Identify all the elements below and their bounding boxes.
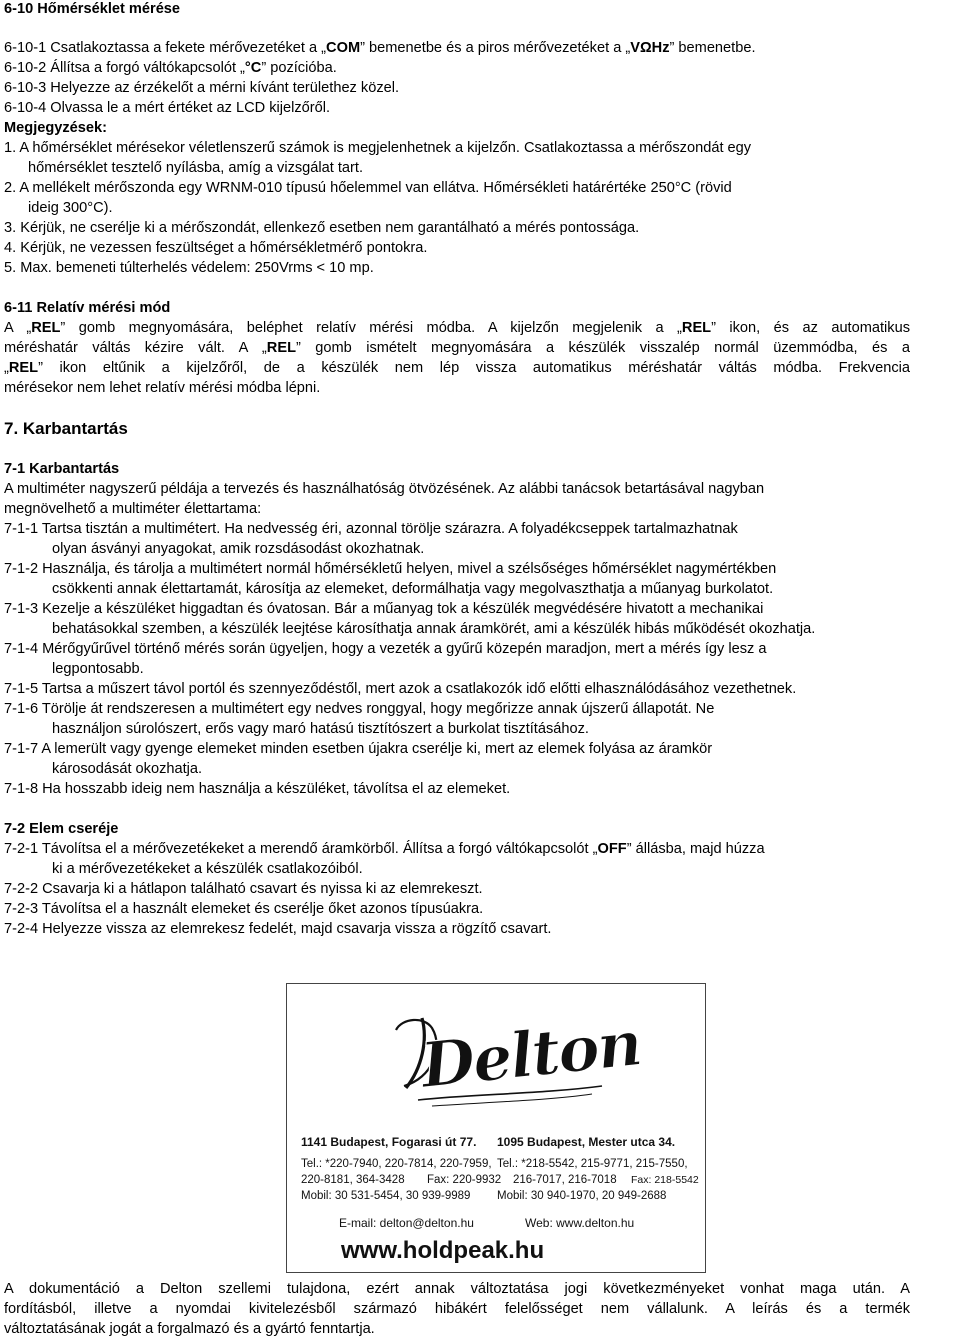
item-7-2-3: 7-2-3 Távolítsa el a használt elemeket és cserélje őket azonos típusúakra. [4, 901, 484, 917]
note-2: 2. A mellékelt mérőszonda egy WRNM-010 típusú hőelemmel van ellátva. Hőmérsékleti határértéke 250°C (rövid [4, 180, 732, 196]
note-4: 4. Kérjük, ne vezessen feszültséget a hőmérsékletmérő pontokra. [4, 240, 428, 256]
item-7-1-4: 7-1-4 Mérőgyűrűvel történő mérés során ügyeljen, hogy a vezeték a gyűrű közepén maradjon, mert a mérés így lesz a [4, 641, 767, 657]
left-mobile: Mobil: 30 531-5454, 30 939-9989 [301, 1190, 471, 1202]
maintenance-intro-cont: megnövelhető a multiméter élettartama: [4, 501, 262, 517]
footer-line-3: változtatásának jogát a forgalmazó és a gyártó fenntartja. [4, 1321, 375, 1337]
item-7-1-5: 7-1-5 Tartsa a műszert távol portól és szennyeződéstől, mert azok a csatlakozók idő előtti elhasználódásához vezethetnek. [4, 681, 797, 697]
note-2-cont: ideig 300°C). [28, 200, 113, 216]
item-7-1-3-cont: behatásokkal szemben, a készülék leejtése károsíthatja annak áramkörét, ami a készülék hibás működését okozhatja. [52, 621, 816, 637]
item-7-1-8: 7-1-8 Ha hosszabb ideig nem használja a készüléket, távolítsa el az elemeket. [4, 781, 511, 797]
chapter-title-7: 7. Karbantartás [4, 419, 128, 438]
left-tel-2: 220-8181, 364-3428 [301, 1174, 405, 1186]
section-title-6-10: 6-10 Hőmérséklet mérése [4, 1, 181, 17]
note-5: 5. Max. bemeneti túlterhelés védelem: 250Vrms < 10 mp. [4, 260, 374, 276]
note-1-cont: hőmérséklet tesztelő nyílásba, amíg a vizsgálat tart. [28, 160, 364, 176]
item-7-1-3: 7-1-3 Kezelje a készüléket higgadtan és óvatosan. Bár a műanyag tok a készülék megvédésére hivatott a mechanikai [4, 601, 764, 617]
right-fax: Fax: 218-5542 [631, 1174, 699, 1186]
footer-line-1: A dokumentáció a Delton szellemi tulajdona, ezért annak változtatása jogi következményeket vonhat maga után. A [4, 1281, 910, 1297]
notes-title: Megjegyzések: [4, 120, 108, 136]
item-7-1-1: 7-1-1 Tartsa tisztán a multimétert. Ha nedvesség éri, azonnal törölje szárazra. A folyadékcseppek tartalmazhatnak [4, 521, 738, 537]
left-fax: Fax: 220-9932 [427, 1174, 502, 1186]
item-7-1-1-cont: olyan ásványi anyagokat, amik rozsdásodást okozhatnak. [52, 541, 425, 557]
brand-wordmark: Delton [417, 1006, 644, 1103]
delton-logo [396, 1007, 644, 1106]
right-address: 1095 Budapest, Mester utca 34. [497, 1135, 676, 1149]
holdpeak-url: www.holdpeak.hu [341, 1237, 545, 1264]
item-7-2-4: 7-2-4 Helyezze vissza az elemrekesz fedelét, majd csavarja vissza a rögzítő csavart. [4, 921, 552, 937]
contact-web: Web: www.delton.hu [525, 1216, 635, 1230]
section-title-7-1: 7-1 Karbantartás [4, 461, 120, 477]
note-3: 3. Kérjük, ne cserélje ki a mérőszondát, ellenkező esetben nem garantálható a mérés pontossága. [4, 220, 640, 236]
rel-paragraph-line-1: A „REL” gomb megnyomására, beléphet relatív mérési módba. A kijelzőn megjelenik a „REL” ikon, és az automatikus [4, 320, 911, 336]
item-7-1-2-cont: csökkenti annak élettartamát, károsítja az elemeket, deformálhatja vagy megolvaszthatja a műanyag burkolatot. [52, 581, 774, 597]
delton-logo-graphic [287, 984, 705, 1272]
section-title-6-11: 6-11 Relatív mérési mód [4, 300, 171, 316]
rel-paragraph-line-2: méréshatár váltás kézire vált. A „REL” gomb ismételt megnyomására a készülék visszalép normál üzemmódba, és a [4, 340, 910, 356]
item-7-2-1-cont: ki a mérővezetékeket a készülék csatlakozóiból. [52, 861, 363, 877]
rel-paragraph-line-4: mérésekor nem lehet relatív mérési módba lépni. [4, 380, 321, 396]
footer-line-2: fordításból, illetve a nyomdai kivitelezésből származó hibákért felelősséget nem vállalunk. A leírás és a termék [4, 1301, 910, 1317]
note-1: 1. A hőmérséklet mérésekor véletlenszerű számok is megjelenhetnek a kijelzőn. Csatlakoztassa a mérőszondát egy [4, 140, 752, 156]
right-mobile: Mobil: 30 940-1970, 20 949-2688 [497, 1190, 667, 1202]
item-7-1-6-cont: használjon súrolószert, erős vagy maró hatású tisztítószert a burkolat tisztításához. [52, 721, 589, 737]
item-7-1-6: 7-1-6 Törölje át rendszeresen a multimétert egy nedves ronggyal, hogy megőrizze annak újszerű állapotát. Ne [4, 701, 715, 717]
step-6-10-3: 6-10-3 Helyezze az érzékelőt a mérni kívánt területhez közel. [4, 80, 400, 96]
maintenance-intro: A multiméter nagyszerű példája a tervezés és használhatóság ötvözésének. Az alábbi tanácsok betartásával nagyban [4, 481, 765, 497]
item-7-1-2: 7-1-2 Használja, és tárolja a multimétert normál hőmérsékletű helyen, mivel a szélsőséges hőmérséklet nagymértékben [4, 561, 777, 577]
section-title-7-2: 7-2 Elem cseréje [4, 821, 119, 837]
right-tel: Tel.: *218-5542, 215-9771, 215-7550, [497, 1158, 688, 1170]
right-tel-2: 216-7017, 216-7018 [513, 1174, 617, 1186]
item-7-1-4-cont: legpontosabb. [52, 661, 144, 677]
item-7-2-2: 7-2-2 Csavarja ki a hátlapon található csavart és nyissa ki az elemrekeszt. [4, 881, 483, 897]
step-6-10-2: 6-10-2 Állítsa a forgó váltókapcsolót „°C” pozícióba. [4, 60, 337, 76]
step-6-10-4: 6-10-4 Olvassa le a mért értéket az LCD kijelzőről. [4, 100, 331, 116]
rel-paragraph-line-3: „REL” ikon eltűnik a kijelzőről, de a készülék nem lép vissza automatikus méréshatár váltás módba. Frekvencia [4, 360, 910, 376]
step-6-10-1: 6-10-1 Csatlakoztassa a fekete mérővezetéket a „COM” bemenetbe és a piros mérővezetéket a „VΩHz” bemenetbe. [4, 40, 756, 56]
contact-email: E-mail: delton@delton.hu [339, 1216, 474, 1230]
item-7-1-7-cont: károsodását okozhatja. [52, 761, 203, 777]
left-address: 1141 Budapest, Fogarasi út 77. [301, 1135, 477, 1149]
item-7-1-7: 7-1-7 A lemerült vagy gyenge elemeket minden esetben újakra cserélje ki, mert az elemek folyása az áramkör [4, 741, 713, 757]
delton-contact-box [286, 983, 706, 1273]
item-7-2-1: 7-2-1 Távolítsa el a mérővezetékeket a merendő áramkörből. Állítsa a forgó váltókapcsolót „OFF” állásba, majd húzza [4, 841, 765, 857]
left-tel: Tel.: *220-7940, 220-7814, 220-7959, [301, 1158, 492, 1170]
